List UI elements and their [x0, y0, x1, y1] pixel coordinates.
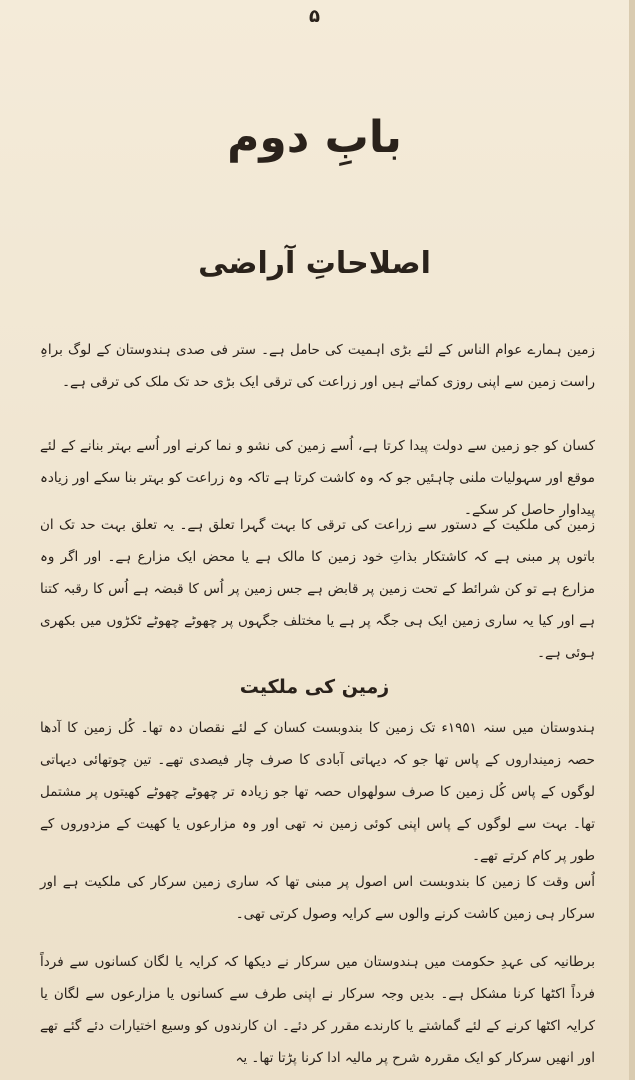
paragraph-text: برطانیہ کی عہدِ حکومت میں ہندوستان میں سرکار نے دیکھا کہ کرایہ یا لگان کسانوں سے فرداً فرداً اکٹھا کرنا مشکل ہے۔ بدیں وجہ سرکار نے اپنی طرف سے کسانوں یا مزارعوں سے لگان یا کرایہ اکٹھا کرنے کے لئے گماشتے یا کارندے مقرر کر دئے۔ ان کارندوں کو وسیع اختیارات دئے گئے تھے اور انھیں سرکار کو ایک مقررہ شرح پر مالیہ ادا کرنا پڑتا تھا۔ یہ: [40, 954, 595, 1066]
paragraph-3: [40, 509, 595, 669]
subsection-title: زمین کی ملکیت: [239, 676, 390, 698]
paragraph-text: کسان کو جو زمین سے دولت پیدا کرتا ہے، اُسے زمین کی نشو و نما کرنے اور اُسے بہتر بنانے کے لئے موقع اور سہولیات ملنی چاہئیں جو کہ وہ کاشت کرتا ہے تاکہ وہ زراعت کو بہتر بنا سکے اور زیادہ پیداوار حاصل کر سکے۔: [39, 438, 595, 518]
paragraph-text: زمین کی ملکیت کے دستور سے زراعت کی ترقی کا بہت گہرا تعلق ہے۔ یہ تعلق بہت حد تک ان باتوں پر مبنی ہے کہ کاشتکار بذاتِ خود زمین کا مالک ہے یا محض ایک مزارع ہے۔ اور اگر وہ مزارع ہے تو کن شرائط کے تحت زمین پر قابض ہے جس زمین پر اُس کا قبضہ ہے اُس کا رقبہ کتنا ہے اور کیا یہ ساری زمین ایک ہی جگہ پر ہے یا مختلف جگہوں پر چھوٹے چھوٹے ٹکڑوں میں بکھری ہوئی ہے۔: [40, 517, 595, 661]
paragraph-text: زمین ہمارے عوام الناس کے لئے بڑی اہمیت کی حامل ہے۔ ستر فی صدی ہندوستان کے لوگ براہِ راست زمین سے اپنی روزی کماتے ہیں اور زراعت کی ترقی ایک بڑی حد تک ملک کی ترقی ہے۔: [40, 342, 595, 390]
paragraph-6: [40, 946, 595, 1074]
paragraph-5: [40, 866, 595, 930]
paragraph-text: اُس وقت کا زمین کا بندوبست اس اصول پر مبنی تھا کہ ساری زمین سرکار کی ملکیت ہے اور سرکار ہی زمین کاشت کرنے والوں سے کرایہ وصول کرتی تھی۔: [40, 874, 595, 922]
paragraph-1: [40, 334, 595, 398]
paragraph-text: ہندوستان میں سنہ ۱۹۵۱ء تک زمین کا بندوبست کسان کے لئے نقصان دہ تھا۔ کُل زمین کا آدھا حصہ زمینداروں کے پاس تھا جو کہ دیہاتی آبادی کا صرف چار فیصدی تھے۔ تین چوتھائی دیہاتی لوگوں کے پاس کُل زمین کا صرف سولھواں حصہ تھا جو زیادہ تر چھوٹے چھوٹے کھیتوں پر مشتمل تھا۔ بہت سے لوگوں کے پاس اپنی کوئی زمین نہ تھی اور وہ مزارعوں یا کھیت کے مزدوروں کے طور پر کام کرتے تھے۔: [40, 720, 595, 864]
chapter-title: بابِ دوم: [227, 112, 402, 163]
page-number: ۵: [309, 6, 320, 27]
section-title: اصلاحاتِ آراضی: [198, 246, 431, 281]
paragraph-4: [40, 712, 595, 872]
